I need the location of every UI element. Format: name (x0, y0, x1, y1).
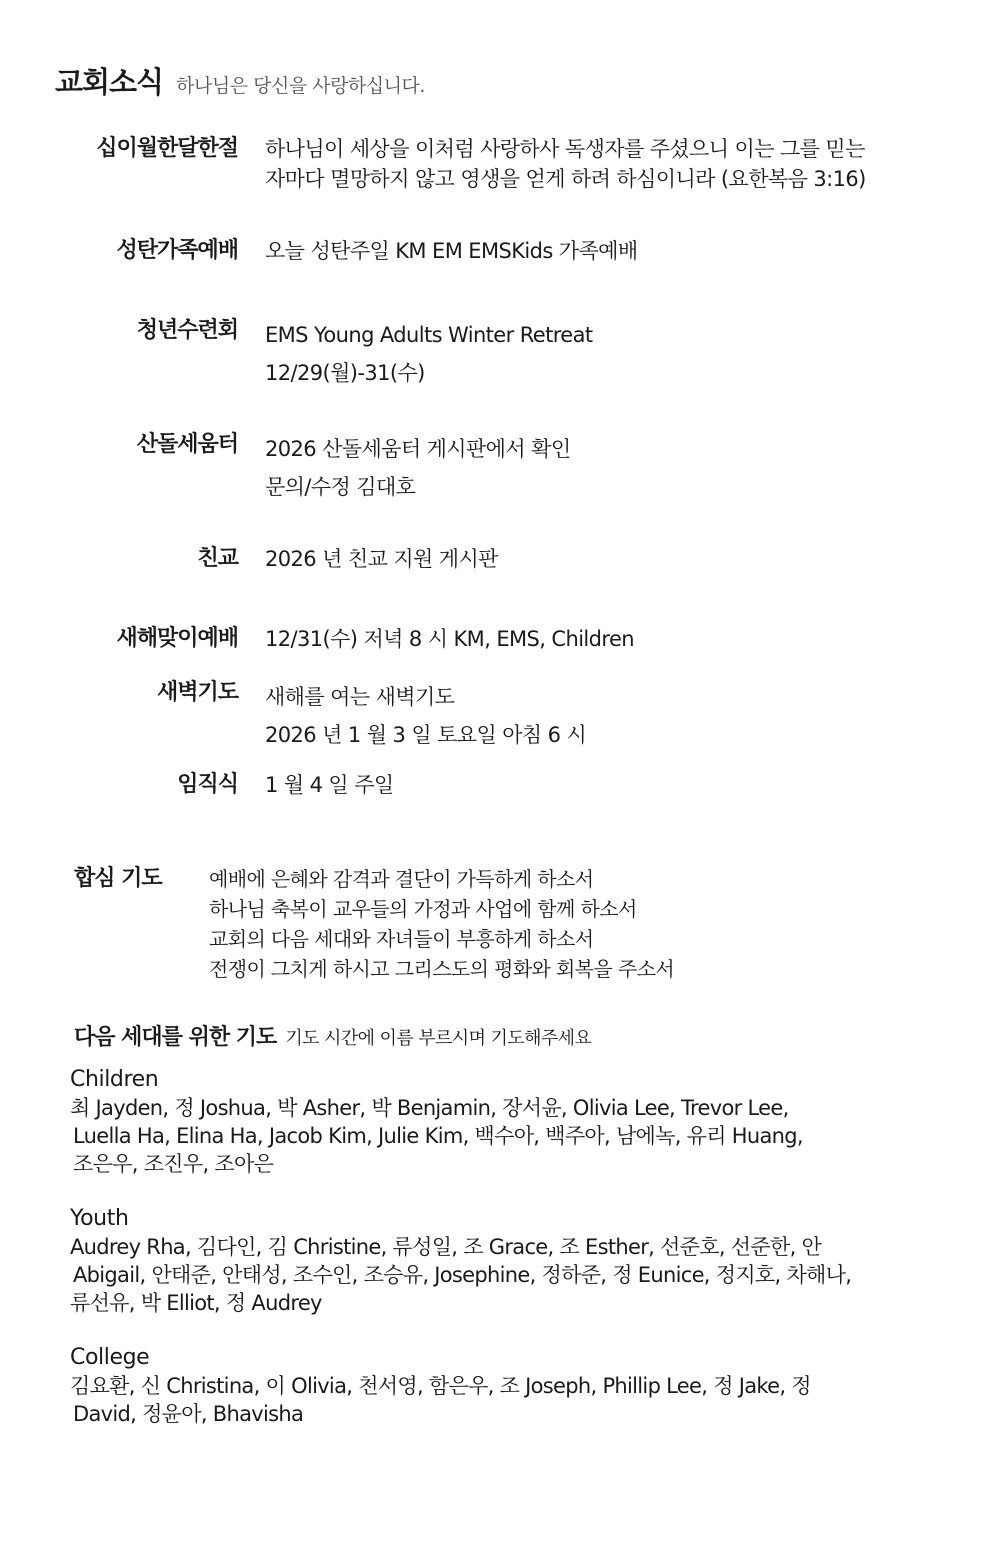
news-label: 성탄가족예배 (116, 238, 238, 263)
news-item-ordination (0, 770, 1000, 800)
names-line: Abigail, 안태준, 안태성, 조수인, 조승유, Josephine, 정하준, 정 Eunice, 정지호, 차해나, (73, 1263, 852, 1287)
news-line: 2026 년 1 월 3 일 토요일 아침 6 시 (265, 723, 587, 747)
news-body (265, 770, 965, 800)
names-line: 김요환, 신 Christina, 이 Olivia, 천서영, 함은우, 조 Joseph, Phillip Lee, 정 Jake, 정 (70, 1374, 811, 1398)
group-names (70, 1233, 950, 1317)
news-item-sandol-board (0, 430, 1000, 506)
news-body (265, 678, 965, 754)
news-line: 2026 산돌세움터 게시판에서 확인 (265, 437, 571, 461)
prayer-line: 교회의 다음 세대와 자녀들이 부흥하게 하소서 (209, 927, 594, 951)
news-list (0, 134, 1000, 800)
news-label: 새해맞이예배 (116, 626, 238, 651)
group-names (70, 1094, 950, 1178)
next-gen-title: 다음 세대를 위한 기도 (74, 1025, 277, 1050)
names-line: 조은우, 조진우, 조아은 (73, 1152, 274, 1176)
news-item-christmas-service (0, 236, 1000, 266)
next-gen-subtitle: 기도 시간에 이름 부르시며 기도해주세요 (285, 1028, 592, 1049)
prayer-line: 예배에 은혜와 감격과 결단이 가득하게 하소서 (209, 867, 594, 891)
news-label: 십이월한달한절 (96, 136, 238, 161)
news-line: 오늘 성탄주일 KM EM EMSKids 가족예배 (265, 239, 638, 263)
names-line: David, 정윤아, Bhavisha (73, 1402, 304, 1426)
news-label: 친교 (197, 546, 238, 571)
news-body (265, 134, 965, 194)
news-item-new-year-service (0, 624, 1000, 654)
news-line: 2026 년 친교 지원 게시판 (265, 547, 498, 571)
prayer-line: 하나님 축복이 교우들의 가정과 사업에 함께 하소서 (209, 897, 637, 921)
news-line: 문의/수정 김대호 (265, 475, 416, 499)
news-body (265, 236, 965, 266)
news-item-dawn-prayer (0, 678, 1000, 754)
news-label: 새벽기도 (156, 680, 238, 705)
group-college (70, 1344, 950, 1428)
next-gen-header (74, 1020, 591, 1051)
news-item-young-adults-retreat (0, 316, 1000, 392)
news-body (265, 316, 965, 392)
news-item-monthly-verse (0, 134, 1000, 194)
news-label: 임직식 (177, 772, 238, 797)
names-line: Audrey Rha, 김다인, 김 Christine, 류성일, 조 Grace, 조 Esther, 선준호, 선준한, 안 (70, 1235, 822, 1259)
group-title: College (70, 1345, 150, 1370)
names-line: 류선유, 박 Elliot, 정 Audrey (70, 1291, 322, 1315)
group-youth (70, 1205, 950, 1317)
prayer-lines (209, 864, 674, 984)
news-line: EMS Young Adults Winter Retreat (265, 323, 593, 347)
group-title: Children (70, 1067, 159, 1092)
prayer-line: 전쟁이 그치게 하시고 그리스도의 평화와 회복을 주소서 (209, 957, 675, 981)
news-line: 1 월 4 일 주일 (265, 773, 394, 797)
news-line: 자마다 멸망하지 않고 영생을 얻게 하려 하심이니라 (요한복음 3:16) (265, 167, 866, 191)
news-body (265, 430, 965, 506)
news-body (265, 624, 965, 654)
news-line: 12/31(수) 저녁 8 시 KM, EMS, Children (265, 627, 634, 651)
united-prayer (74, 864, 674, 984)
news-body (265, 544, 965, 574)
group-children (70, 1066, 950, 1178)
names-line: 최 Jayden, 정 Joshua, 박 Asher, 박 Benjamin, 장서윤, Olivia Lee, Trevor Lee, (70, 1096, 789, 1120)
page-subtitle: 하나님은 당신을 사랑하십니다. (176, 75, 425, 97)
page-header (55, 60, 425, 101)
news-line: 하나님이 세상을 이처럼 사랑하사 독생자를 주셨으니 이는 그를 믿는 (265, 137, 865, 161)
news-label: 청년수련회 (136, 318, 238, 343)
prayer-label: 합심 기도 (74, 866, 162, 891)
news-line: 새해를 여는 새벽기도 (265, 685, 455, 709)
news-line: 12/29(월)-31(수) (265, 361, 425, 385)
page-title: 교회소식 (55, 65, 164, 99)
news-item-fellowship (0, 544, 1000, 574)
names-line: Luella Ha, Elina Ha, Jacob Kim, Julie Kim, 백수아, 백주아, 남에녹, 유리 Huang, (73, 1124, 803, 1148)
group-names (70, 1372, 950, 1428)
news-label: 산돌세움터 (136, 432, 238, 457)
group-title: Youth (70, 1206, 129, 1231)
